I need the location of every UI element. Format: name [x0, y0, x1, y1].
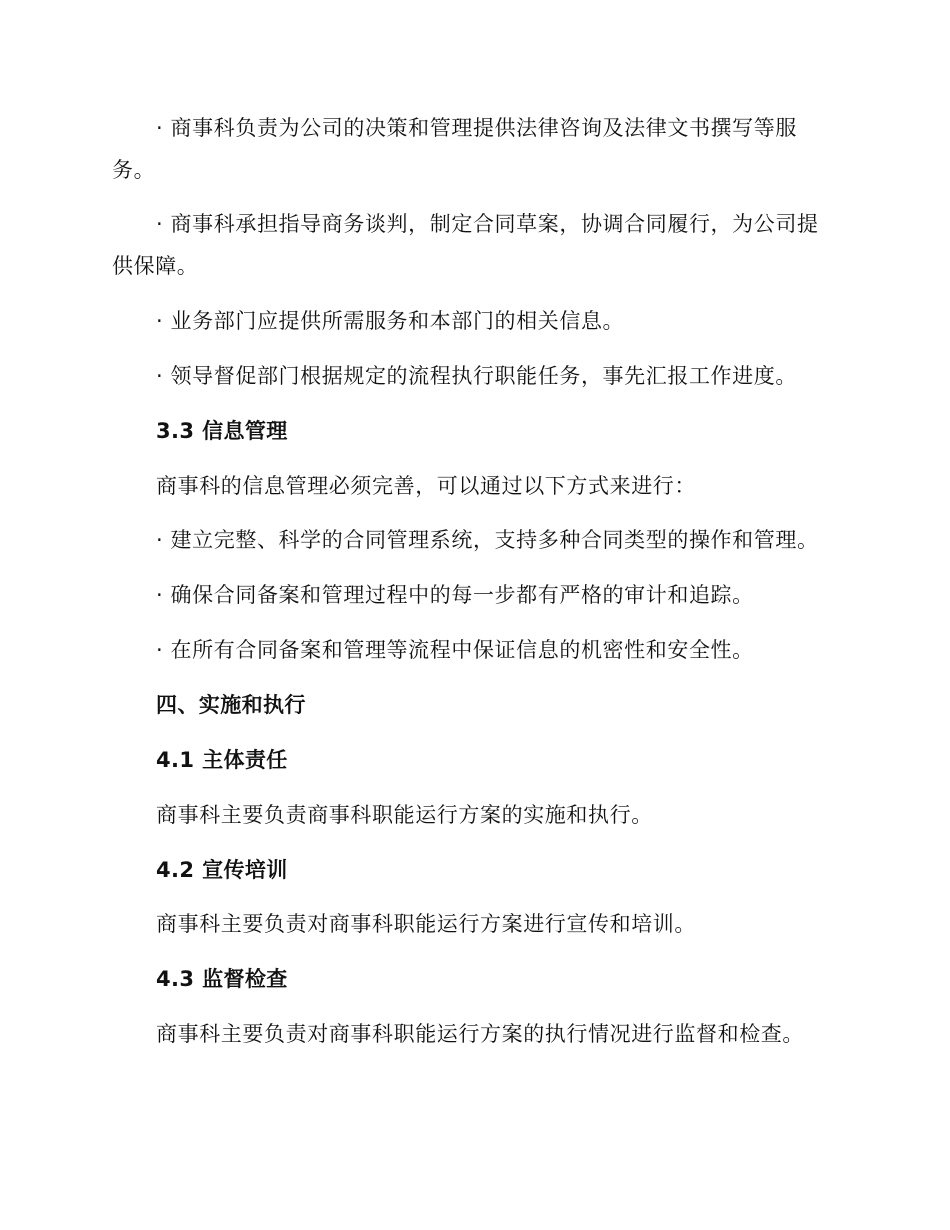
paragraph-line: 供保障。 [112, 254, 199, 278]
list-item: · 确保合同备案和管理过程中的每一步都有严格的审计和追踪。 [156, 583, 754, 607]
section-heading: 4.3 监督检查 [156, 967, 288, 991]
list-item: · 建立完整、科学的合同管理系统，支持多种合同类型的操作和管理。 [156, 528, 819, 552]
list-item: · 在所有合同备案和管理等流程中保证信息的机密性和安全性。 [156, 638, 754, 662]
paragraph: 商事科的信息管理必须完善，可以通过以下方式来进行： [156, 474, 696, 498]
paragraph: 商事科主要负责对商事科职能运行方案进行宣传和培训。 [156, 912, 696, 936]
paragraph-line: · 商事科承担指导商务谈判，制定合同草案，协调合同履行，为公司提 [156, 212, 819, 236]
paragraph-line: · 商事科负责为公司的决策和管理提供法律咨询及法律文书撰写等服 [156, 116, 797, 140]
paragraph: · 领导督促部门根据规定的流程执行职能任务，事先汇报工作进度。 [156, 364, 797, 388]
section-heading: 4.1 主体责任 [156, 748, 288, 772]
paragraph: 商事科主要负责商事科职能运行方案的实施和执行。 [156, 803, 653, 827]
paragraph: · 业务部门应提供所需服务和本部门的相关信息。 [156, 309, 625, 333]
section-heading: 4.2 宣传培训 [156, 858, 288, 882]
paragraph-line: 务。 [112, 158, 156, 182]
paragraph: 商事科主要负责对商事科职能运行方案的执行情况进行监督和检查。 [156, 1022, 804, 1046]
section-heading: 3.3 信息管理 [156, 419, 288, 443]
chapter-heading: 四、实施和执行 [156, 693, 306, 717]
